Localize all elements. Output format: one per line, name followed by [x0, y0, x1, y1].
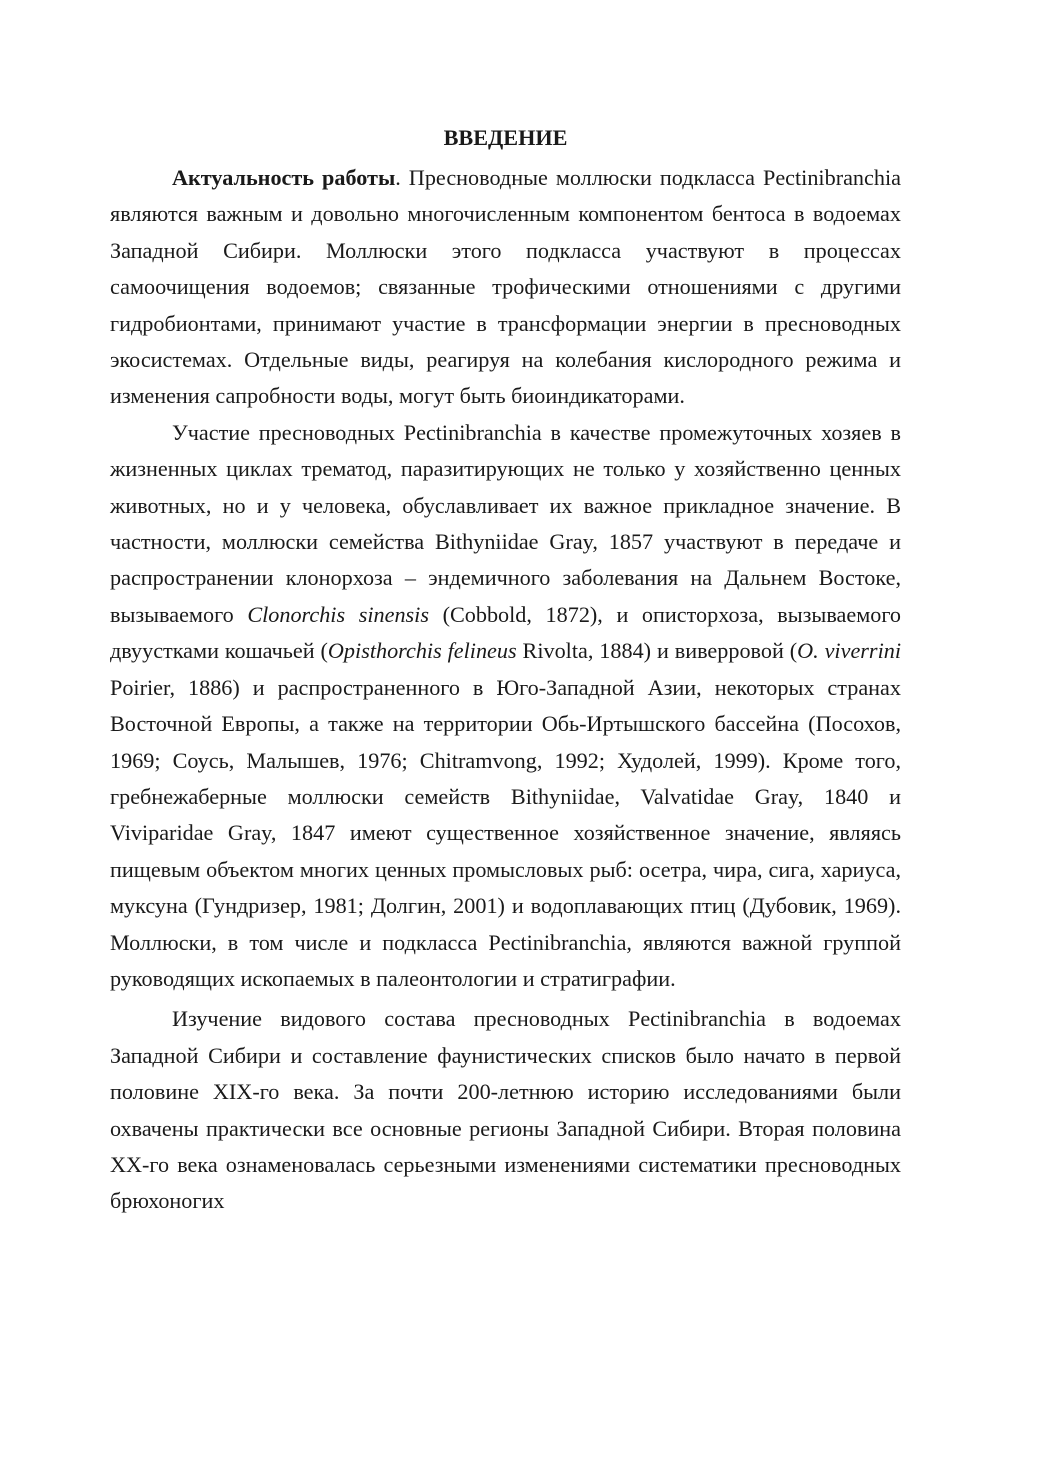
species-viverrini: O. viverrini [797, 638, 901, 664]
parasitology-text-4: Poirier, 1886) и распространенного в Юго-Западной Азии, некоторых странах Восточной Европы, а также на территории Обь-Иртышского бассейна (Посохов, 1969; Соусь, Малышев, 1976; Chitramvong, 1992; Худолей, 1999). Кроме того, гребнежаберные моллюски семейств Bithyniidae, Valvatidae Gray, 1840 и Viviparidae Gray, 1847 имеют существенное хозяйственное значение, являясь пищевым объектом многих ценных промысловых рыб: осетра, чира, сига, хариуса, муксуна (Гундризер, 1981; Долгин, 2001) и водоплавающих птиц (Дубовик, 1969). Моллюски, в том числе и подкласса Pectinibranchia, являются важной группой руководящих ископаемых в палеонтологии и стратиграфии. [110, 674, 901, 991]
paragraph-parasitology [110, 415, 901, 998]
section-heading: ВВЕДЕНИЕ [443, 125, 568, 150]
parasitology-text-1: Участие пресноводных Pectinibranchia в качестве промежуточных хозяев в жизненных циклах трематод, паразитирующих не только у хозяйственно ценных животных, но и у человека, обуславливает их важное прикладное значение. В частности, моллюски семейства Bithyniidae Gray, 1857 участвуют в передаче и распространении клонорхоза – эндемичного заболевания на Дальнем Востоке, вызываемого [110, 419, 901, 627]
paragraph-relevance [110, 160, 901, 415]
species-clonorchis: Clonorchis sinensis [247, 601, 429, 627]
relevance-text: Пресноводные моллюски подкласса Pectinibranchia являются важным и довольно многочисленным компонентом бентоса в водоемах Западной Сибири. Моллюски этого подкласса участвуют в процессах самоочищения водоемов; связанные трофическими отношениями с другими гидробионтами, принимают участие в трансформации энергии в пресноводных экосистемах. Отдельные виды, реагируя на колебания кислородного режима и изменения сапробности воды, могут быть биоиндикаторами. [110, 165, 901, 409]
paragraph-study-history: Изучение видового состава пресноводных Pectinibranchia в водоемах Западной Сибири и составление фаунистических списков было начато в первой половине XIX-го века. За почти 200-летнюю историю исследованиями были охвачены практически все основные регионы Западной Сибири. Вторая половина XX-го века ознаменовалась серьезными изменениями систематики пресноводных брюхоногих [110, 1006, 901, 1214]
document-page [110, 120, 901, 1220]
species-opisthorchis: Opisthorchis felineus [327, 638, 517, 664]
relevance-lead: Актуальность работы [172, 165, 396, 190]
parasitology-text-2: (Cobbold, 1872), и описторхоза, вызываемого двуустками кошачьей ( [110, 601, 901, 664]
relevance-lead-tail: . [395, 165, 401, 190]
parasitology-text-3: Rivolta, 1884) и виверровой ( [516, 638, 798, 664]
